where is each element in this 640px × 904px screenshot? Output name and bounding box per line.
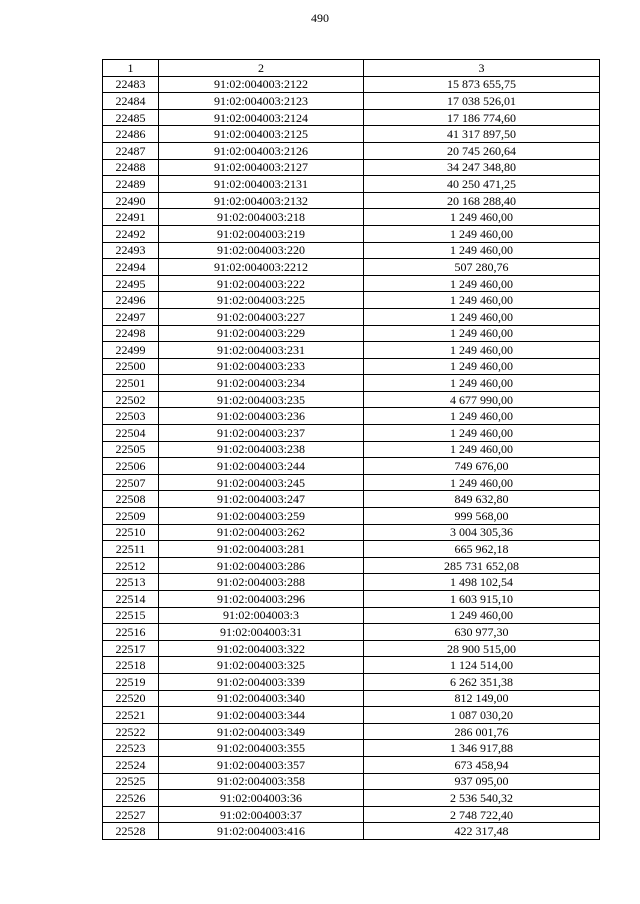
cadastral-number-cell: 91:02:004003:233 <box>159 358 364 375</box>
cadastral-value-table <box>102 59 600 840</box>
cadastral-value-cell: 1 249 460,00 <box>364 242 600 259</box>
table-row <box>103 209 600 226</box>
row-number-cell: 22502 <box>103 391 159 408</box>
cadastral-value-cell: 41 317 897,50 <box>364 126 600 143</box>
table-row <box>103 242 600 259</box>
row-number-cell: 22485 <box>103 109 159 126</box>
cadastral-number-cell: 91:02:004003:231 <box>159 342 364 359</box>
row-number-cell: 22514 <box>103 591 159 608</box>
table-row <box>103 142 600 159</box>
cadastral-number-cell: 91:02:004003:220 <box>159 242 364 259</box>
table-row <box>103 740 600 757</box>
table-row <box>103 159 600 176</box>
cadastral-value-cell: 1 249 460,00 <box>364 607 600 624</box>
row-number-cell: 22527 <box>103 806 159 823</box>
table-row <box>103 574 600 591</box>
cadastral-value-cell: 20 745 260,64 <box>364 142 600 159</box>
cadastral-value-cell: 1 249 460,00 <box>364 308 600 325</box>
cadastral-value-cell: 422 317,48 <box>364 823 600 840</box>
table-row <box>103 259 600 276</box>
page-number: 490 <box>311 11 329 25</box>
cadastral-value-cell: 2 536 540,32 <box>364 790 600 807</box>
cadastral-value-cell: 749 676,00 <box>364 458 600 475</box>
table-row <box>103 624 600 641</box>
cadastral-number-cell: 91:02:004003:349 <box>159 723 364 740</box>
cadastral-value-cell: 1 249 460,00 <box>364 225 600 242</box>
row-number-cell: 22528 <box>103 823 159 840</box>
cadastral-number-cell: 91:02:004003:236 <box>159 408 364 425</box>
cadastral-value-cell: 937 095,00 <box>364 773 600 790</box>
cadastral-number-cell: 91:02:004003:344 <box>159 707 364 724</box>
row-number-cell: 22492 <box>103 225 159 242</box>
cadastral-value-cell: 1 249 460,00 <box>364 342 600 359</box>
cadastral-number-cell: 91:02:004003:355 <box>159 740 364 757</box>
row-number-cell: 22512 <box>103 557 159 574</box>
cadastral-number-cell: 91:02:004003:2122 <box>159 76 364 93</box>
row-number-cell: 22516 <box>103 624 159 641</box>
row-number-cell: 22501 <box>103 375 159 392</box>
row-number-cell: 22510 <box>103 524 159 541</box>
row-number-cell: 22520 <box>103 690 159 707</box>
cadastral-number-cell: 91:02:004003:2124 <box>159 109 364 126</box>
row-number-cell: 22493 <box>103 242 159 259</box>
cadastral-value-cell: 1 249 460,00 <box>364 275 600 292</box>
row-number-cell: 22505 <box>103 441 159 458</box>
cadastral-number-cell: 91:02:004003:2212 <box>159 259 364 276</box>
row-number-cell: 22525 <box>103 773 159 790</box>
row-number-cell: 22500 <box>103 358 159 375</box>
cadastral-value-cell: 812 149,00 <box>364 690 600 707</box>
table-row <box>103 342 600 359</box>
cadastral-number-cell: 91:02:004003:238 <box>159 441 364 458</box>
row-number-cell: 22490 <box>103 192 159 209</box>
table-row <box>103 508 600 525</box>
cadastral-value-cell: 15 873 655,75 <box>364 76 600 93</box>
cadastral-value-cell: 3 004 305,36 <box>364 524 600 541</box>
cadastral-number-cell: 91:02:004003:229 <box>159 325 364 342</box>
table-row <box>103 806 600 823</box>
row-number-cell: 22489 <box>103 176 159 193</box>
cadastral-number-cell: 91:02:004003:2123 <box>159 93 364 110</box>
table-row <box>103 441 600 458</box>
row-number-cell: 22484 <box>103 93 159 110</box>
table-row <box>103 673 600 690</box>
table-row <box>103 790 600 807</box>
cadastral-value-cell: 28 900 515,00 <box>364 640 600 657</box>
cadastral-value-cell: 2 748 722,40 <box>364 806 600 823</box>
cadastral-value-cell: 1 249 460,00 <box>364 441 600 458</box>
cadastral-number-cell: 91:02:004003:281 <box>159 541 364 558</box>
cadastral-value-cell: 1 249 460,00 <box>364 292 600 309</box>
row-number-cell: 22503 <box>103 408 159 425</box>
row-number-cell: 22483 <box>103 76 159 93</box>
cadastral-number-cell: 91:02:004003:237 <box>159 425 364 442</box>
cadastral-number-cell: 91:02:004003:2132 <box>159 192 364 209</box>
table-row <box>103 93 600 110</box>
cadastral-number-cell: 91:02:004003:339 <box>159 673 364 690</box>
cadastral-number-cell: 91:02:004003:325 <box>159 657 364 674</box>
cadastral-value-cell: 1 249 460,00 <box>364 325 600 342</box>
cadastral-number-cell: 91:02:004003:244 <box>159 458 364 475</box>
row-number-cell: 22498 <box>103 325 159 342</box>
cadastral-value-cell: 20 168 288,40 <box>364 192 600 209</box>
cadastral-value-cell: 17 186 774,60 <box>364 109 600 126</box>
cadastral-number-cell: 91:02:004003:357 <box>159 756 364 773</box>
table-row <box>103 458 600 475</box>
table-row <box>103 275 600 292</box>
row-number-cell: 22511 <box>103 541 159 558</box>
table-row <box>103 541 600 558</box>
table-row <box>103 591 600 608</box>
table-row <box>103 425 600 442</box>
cadastral-value-cell: 1 087 030,20 <box>364 707 600 724</box>
cadastral-number-cell: 91:02:004003:322 <box>159 640 364 657</box>
cadastral-number-cell: 91:02:004003:2131 <box>159 176 364 193</box>
cadastral-number-cell: 91:02:004003:222 <box>159 275 364 292</box>
table-row <box>103 607 600 624</box>
cadastral-number-cell: 91:02:004003:340 <box>159 690 364 707</box>
cadastral-number-cell: 91:02:004003:37 <box>159 806 364 823</box>
cadastral-value-cell: 1 249 460,00 <box>364 209 600 226</box>
row-number-cell: 22496 <box>103 292 159 309</box>
table-row <box>103 109 600 126</box>
table-row <box>103 823 600 840</box>
cadastral-value-cell: 286 001,76 <box>364 723 600 740</box>
row-number-cell: 22491 <box>103 209 159 226</box>
cadastral-number-cell: 91:02:004003:31 <box>159 624 364 641</box>
cadastral-number-cell: 91:02:004003:259 <box>159 508 364 525</box>
cadastral-number-cell: 91:02:004003:286 <box>159 557 364 574</box>
row-number-cell: 22513 <box>103 574 159 591</box>
cadastral-value-cell: 1 249 460,00 <box>364 425 600 442</box>
table-row <box>103 640 600 657</box>
column-header-2: 2 <box>159 60 364 77</box>
table-row <box>103 391 600 408</box>
row-number-cell: 22487 <box>103 142 159 159</box>
cadastral-number-cell: 91:02:004003:219 <box>159 225 364 242</box>
cadastral-value-cell: 507 280,76 <box>364 259 600 276</box>
cadastral-value-cell: 673 458,94 <box>364 756 600 773</box>
cadastral-value-cell: 34 247 348,80 <box>364 159 600 176</box>
cadastral-value-cell: 4 677 990,00 <box>364 391 600 408</box>
cadastral-number-cell: 91:02:004003:296 <box>159 591 364 608</box>
cadastral-value-cell: 1 249 460,00 <box>364 375 600 392</box>
row-number-cell: 22522 <box>103 723 159 740</box>
cadastral-value-cell: 285 731 652,08 <box>364 557 600 574</box>
table-row <box>103 408 600 425</box>
cadastral-value-cell: 630 977,30 <box>364 624 600 641</box>
cadastral-value-cell: 40 250 471,25 <box>364 176 600 193</box>
row-number-cell: 22524 <box>103 756 159 773</box>
table-row <box>103 308 600 325</box>
cadastral-value-cell: 1 346 917,88 <box>364 740 600 757</box>
table-header-row <box>103 60 600 77</box>
cadastral-number-cell: 91:02:004003:235 <box>159 391 364 408</box>
row-number-cell: 22506 <box>103 458 159 475</box>
table-row <box>103 358 600 375</box>
column-header-3: 3 <box>364 60 600 77</box>
table-row <box>103 773 600 790</box>
cadastral-number-cell: 91:02:004003:262 <box>159 524 364 541</box>
row-number-cell: 22517 <box>103 640 159 657</box>
row-number-cell: 22507 <box>103 474 159 491</box>
row-number-cell: 22504 <box>103 425 159 442</box>
table-row <box>103 524 600 541</box>
cadastral-number-cell: 91:02:004003:247 <box>159 491 364 508</box>
table-row <box>103 723 600 740</box>
cadastral-number-cell: 91:02:004003:416 <box>159 823 364 840</box>
cadastral-value-cell: 1 249 460,00 <box>364 474 600 491</box>
cadastral-number-cell: 91:02:004003:245 <box>159 474 364 491</box>
table-row <box>103 325 600 342</box>
cadastral-value-cell: 1 498 102,54 <box>364 574 600 591</box>
cadastral-value-cell: 17 038 526,01 <box>364 93 600 110</box>
cadastral-number-cell: 91:02:004003:2125 <box>159 126 364 143</box>
row-number-cell: 22488 <box>103 159 159 176</box>
row-number-cell: 22519 <box>103 673 159 690</box>
cadastral-number-cell: 91:02:004003:358 <box>159 773 364 790</box>
cadastral-value-cell: 999 568,00 <box>364 508 600 525</box>
table-row <box>103 225 600 242</box>
cadastral-number-cell: 91:02:004003:2127 <box>159 159 364 176</box>
cadastral-number-cell: 91:02:004003:288 <box>159 574 364 591</box>
table-row <box>103 76 600 93</box>
row-number-cell: 22486 <box>103 126 159 143</box>
table-row <box>103 292 600 309</box>
cadastral-number-cell: 91:02:004003:36 <box>159 790 364 807</box>
table-row <box>103 756 600 773</box>
row-number-cell: 22494 <box>103 259 159 276</box>
row-number-cell: 22521 <box>103 707 159 724</box>
row-number-cell: 22509 <box>103 508 159 525</box>
cadastral-value-cell: 1 249 460,00 <box>364 408 600 425</box>
cadastral-value-cell: 849 632,80 <box>364 491 600 508</box>
cadastral-value-cell: 665 962,18 <box>364 541 600 558</box>
cadastral-number-cell: 91:02:004003:225 <box>159 292 364 309</box>
cadastral-value-cell: 1 124 514,00 <box>364 657 600 674</box>
row-number-cell: 22497 <box>103 308 159 325</box>
cadastral-value-cell: 6 262 351,38 <box>364 673 600 690</box>
row-number-cell: 22523 <box>103 740 159 757</box>
table-row <box>103 192 600 209</box>
table-row <box>103 474 600 491</box>
table-row <box>103 126 600 143</box>
cadastral-number-cell: 91:02:004003:234 <box>159 375 364 392</box>
table-row <box>103 375 600 392</box>
row-number-cell: 22515 <box>103 607 159 624</box>
row-number-cell: 22495 <box>103 275 159 292</box>
table-row <box>103 557 600 574</box>
table-row <box>103 176 600 193</box>
table-body <box>103 76 600 839</box>
row-number-cell: 22526 <box>103 790 159 807</box>
row-number-cell: 22518 <box>103 657 159 674</box>
cadastral-number-cell: 91:02:004003:3 <box>159 607 364 624</box>
cadastral-number-cell: 91:02:004003:227 <box>159 308 364 325</box>
row-number-cell: 22499 <box>103 342 159 359</box>
cadastral-value-cell: 1 249 460,00 <box>364 358 600 375</box>
table-row <box>103 690 600 707</box>
cadastral-value-cell: 1 603 915,10 <box>364 591 600 608</box>
table-row <box>103 491 600 508</box>
row-number-cell: 22508 <box>103 491 159 508</box>
cadastral-number-cell: 91:02:004003:2126 <box>159 142 364 159</box>
table-row <box>103 657 600 674</box>
column-header-1: 1 <box>103 60 159 77</box>
cadastral-number-cell: 91:02:004003:218 <box>159 209 364 226</box>
table-row <box>103 707 600 724</box>
